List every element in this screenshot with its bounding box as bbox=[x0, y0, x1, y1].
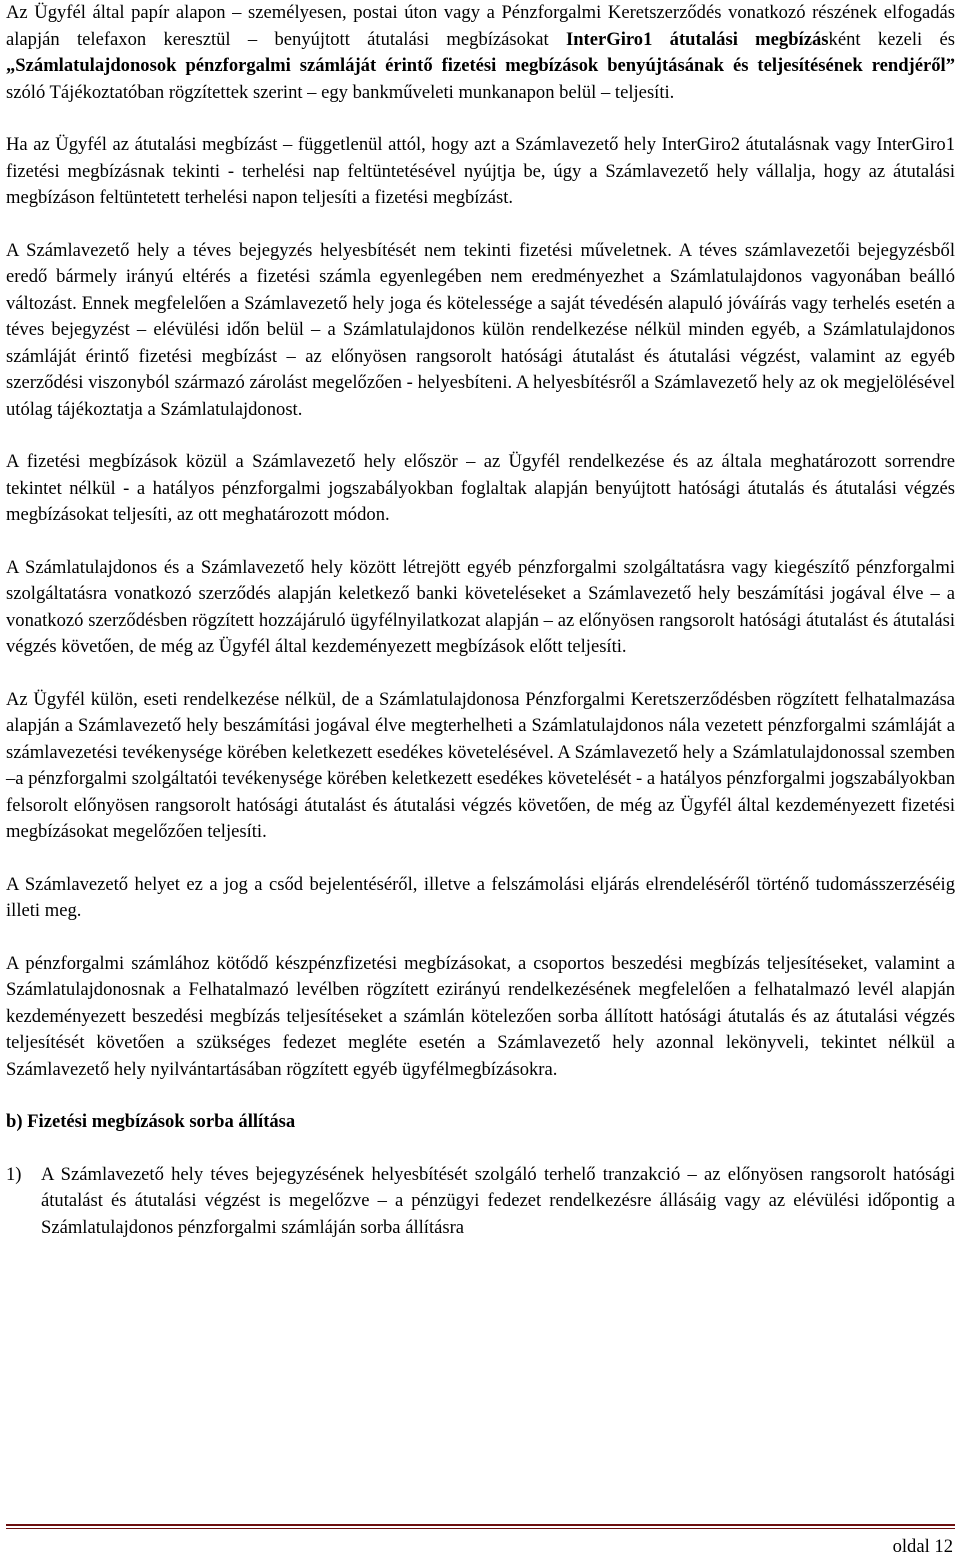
footer-divider bbox=[6, 1524, 955, 1526]
paragraph-hatosagi-atutalas: A fizetési megbízások közül a Számlavezető hely először – az Ügyfél rendelkezése és az általa meghatározott sorrendre tekintet nélkül - a hatályos pénzforgalmi jogszabályokban foglaltak alapján benyújtott hatósági átutalás és átutalási végzés megbízásokat teljesíti, az ott meghatározott módon. bbox=[6, 451, 955, 525]
paragraph-banki-kovetelesek: A Számlatulajdonos és a Számlavezető hely között létrejött egyéb pénzforgalmi szolgáltatásra vagy kiegészítő pénzforgalmi szolgáltatásra vonatkozó szerződés alapján keletkező banki követeléseket a Számlavezető hely beszámítási jogával élve – a vonatkozó szerződésben rögzített hozzájáruló ügyfélnyilatkozat alapján – az előnyösen rangsorolt hatósági átutalást és átutalási végzés követően, de még az Ügyfél által kezdeményezett megbízások előtt teljesíti. bbox=[6, 556, 955, 657]
paragraph-text: ként kezeli és bbox=[828, 28, 956, 50]
document-page bbox=[6, 0, 955, 1241]
page-number: oldal 12 bbox=[892, 1536, 953, 1557]
paragraph-csod-felszamolas: A Számlavezető helyet ez a jog a csőd bejelentéséről, illetve a felszámolási eljárás elrendeléséről történő tudomásszerzéséig illeti meg. bbox=[6, 873, 955, 921]
paragraph-beszamitasi-jog: Az Ügyfél külön, eseti rendelkezése nélkül, de a Számlatulajdonosa Pénzforgalmi Keretszerződésben rögzített felhatalmazása alapján a Számlavezető hely beszámítási jogával élve megterhelheti a Számlatulajdonos nála vezetett pénzforgalmi számláját a számlavezetési tevékenysége körében keletkezett esedékes követelésével. A Számlavezető hely a Számlatulajdonossal szemben –a pénzforgalmi szolgáltatói tevékenysége körében keletkezett esedékes követelését - a hatályos pénzforgalmi jogszabályokban felsorolt előnyösen rangsorolt hatósági átutalást és átutalási végzés követően, de még az Ügyfél által kezdeményezett fizetési megbízásokat megelőzően teljesíti. bbox=[6, 688, 955, 842]
paragraph-teves-bejegyzes: A Számlavezető hely a téves bejegyzés helyesbítését nem tekinti fizetési műveletnek. A téves számlavezetői bejegyzésből eredő bármely irányú eltérés a fizetési számla egyenlegében nem eredményezhet a Számlatulajdonos vagyonában beálló változást. Ennek megfelelően a Számlavezető hely joga és kötelessége a saját tévedésén alapuló jóváírás vagy terhelés esetén a téves bejegyzést – elévülési időn belül – a Számlatulajdonos külön rendelkezése nélkül minden egyéb, a Számlatulajdonos számláját érintő fizetési megbízást – az előnyösen rangsorolt hatósági átutalást és átutalási végzést, valamint az egyéb szerződési viszonyból származó zárolást megelőzően - helyesbíteni. A helyesbítésről a Számlavezető hely az ok megjelölésével utólag tájékoztatja a Számlatulajdonost. bbox=[6, 239, 955, 420]
list-item bbox=[6, 1162, 955, 1242]
paragraph-text: Az Ügyfél által papír alapon – személyesen, postai úton vagy a Pénzforgalmi Keretszerződés vonatkozó részének elfogadás alapján telefaxon keresztül – benyújtott átutalási megbízásokat bbox=[6, 2, 955, 50]
paragraph-terhelesi-nap: Ha az Ügyfél az átutalási megbízást – függetlenül attól, hogy azt a Számlavezető hely InterGiro2 átutalásnak vagy InterGiro1 fizetési megbízásnak tekinti - terhelési nap feltüntetésével nyújtja be, úgy a Számlavezető hely vállalja, hogy az átutalási megbízáson feltüntetett terhelési napon teljesíti a fizetési megbízást. bbox=[6, 134, 955, 208]
paragraph-keszpenzfizetesi-megbizasok: A pénzforgalmi számlához kötődő készpénzfizetési megbízásokat, a csoportos beszedési megbízás teljesítéseket, valamint a Számlatulajdonosnak a Felhatalmazó levélben rögzített ezirányú rendelkezésének megfelelően a felhatalmazó levél alapján kezdeményezett beszedési megbízás teljesítéseket a számlán kötelezően sorba állított hatósági átutalás és az átutalási végzés teljesítését követően a szükséges fedezet megléte esetén a Számlavezető hely azonnal lekönyveli, tekintet nélkül a Számlavezető hely nyilvántartásában rögzített egyéb ügyfélmegbízásokra. bbox=[6, 952, 955, 1080]
paragraph-intergiro1 bbox=[6, 0, 955, 106]
bold-document-title: „Számlatulajdonosok pénzforgalmi számláját érintő fizetési megbízások benyújtásának és teljesítésének rendjéről” bbox=[6, 55, 955, 76]
bold-term: InterGiro1 átutalási megbízás bbox=[565, 28, 829, 50]
footer-divider-thin bbox=[6, 1528, 955, 1529]
section-heading: b) Fizetési megbízások sorba állítása bbox=[6, 1111, 296, 1132]
list-item-text: A Számlavezető hely téves bejegyzésének helyesbítését szolgáló terhelő tranzakció – az előnyösen rangsorolt hatósági átutalást és átutalási végzést is megelőzve – a pénzügyi fedezet rendelkezésre állásáig vagy az elévülési időpontig a Számlatulajdonos pénzforgalmi számláján sorba állításra bbox=[41, 1163, 955, 1238]
paragraph-text: szóló Tájékoztatóban rögzítettek szerint – egy bankműveleti munkanapon belül – teljesíti. bbox=[6, 81, 675, 103]
list-item-number: 1) bbox=[6, 1163, 22, 1185]
